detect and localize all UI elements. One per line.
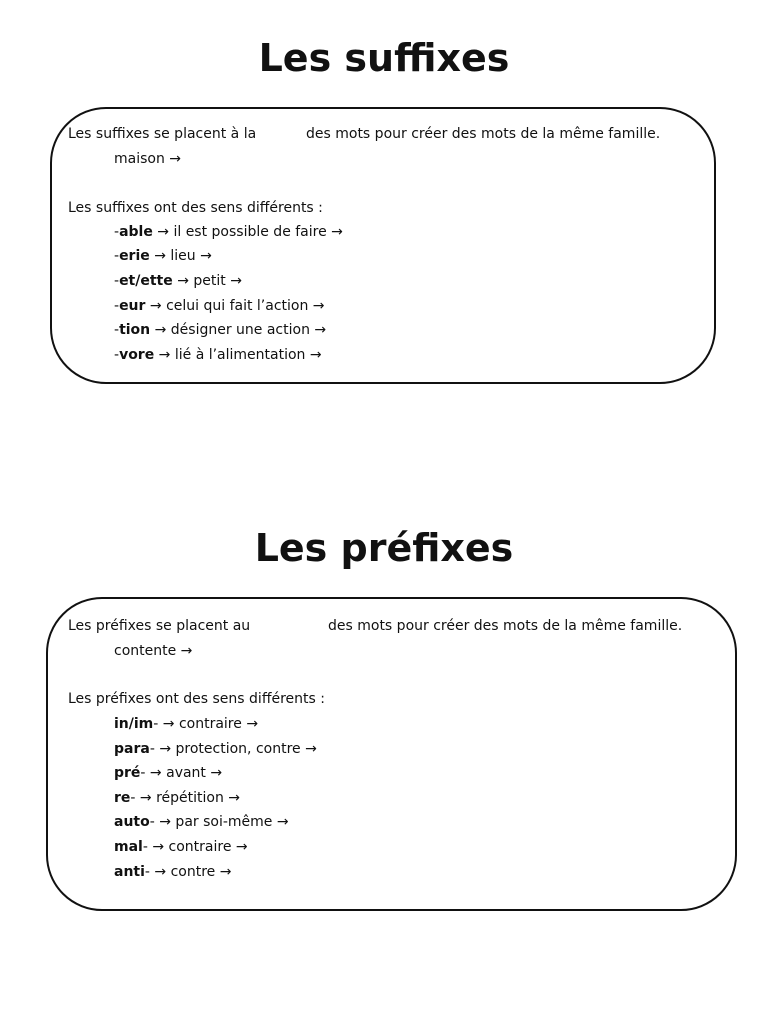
suffix-dash: - bbox=[114, 347, 120, 363]
prefix-item-mal bbox=[114, 838, 248, 856]
suffix-dash: - bbox=[114, 322, 120, 338]
suffix-affix: able bbox=[119, 224, 153, 240]
prefix-affix: mal bbox=[114, 839, 143, 855]
suffix-meaning: → petit → bbox=[172, 273, 242, 289]
suffix-meaning: → lieu → bbox=[149, 248, 212, 264]
prefix-item-auto bbox=[114, 813, 289, 831]
suffix-meaning: → lié à l’alimentation → bbox=[154, 347, 322, 363]
suffix-affix: vore bbox=[119, 347, 155, 363]
prefix-meaning: → par soi-même → bbox=[154, 814, 289, 830]
prefix-item-para bbox=[114, 740, 317, 758]
suffixes-title: Les suffixes bbox=[258, 36, 510, 80]
suffix-affix: tion bbox=[119, 322, 151, 338]
suffix-affix: et/ette bbox=[119, 273, 173, 289]
prefix-affix: auto bbox=[114, 814, 150, 830]
prefixes-senses-heading: Les préfixes ont des sens différents : bbox=[68, 691, 325, 707]
suffix-meaning: → désigner une action → bbox=[150, 322, 327, 338]
prefix-meaning: → contraire → bbox=[147, 839, 248, 855]
suffix-dash: - bbox=[114, 224, 120, 240]
suffix-item-vore bbox=[114, 346, 322, 364]
suffixes-box bbox=[50, 107, 716, 384]
prefix-dash: - bbox=[144, 864, 150, 880]
prefix-item-pre bbox=[114, 764, 222, 782]
prefix-affix: anti bbox=[114, 864, 145, 880]
prefix-affix: pré bbox=[114, 765, 141, 781]
suffix-item-able bbox=[114, 223, 343, 241]
suffix-item-eur bbox=[114, 297, 325, 315]
prefix-meaning: → protection, contre → bbox=[154, 741, 317, 757]
prefix-dash: - bbox=[149, 741, 155, 757]
prefix-meaning: → avant → bbox=[145, 765, 223, 781]
prefix-dash: - bbox=[140, 765, 146, 781]
prefix-dash: - bbox=[142, 839, 148, 855]
suffix-item-tion bbox=[114, 321, 326, 339]
prefix-item-anti bbox=[114, 863, 231, 881]
prefixes-intro-part2: des mots pour créer des mots de la même famille. bbox=[328, 618, 683, 634]
prefix-meaning: → contraire → bbox=[158, 716, 259, 732]
prefix-dash: - bbox=[153, 716, 159, 732]
suffix-affix: eur bbox=[119, 298, 146, 314]
suffix-item-et-ette bbox=[114, 272, 242, 290]
prefix-meaning: → contre → bbox=[149, 864, 232, 880]
prefixes-title: Les préfixes bbox=[254, 526, 514, 570]
suffixes-example: maison → bbox=[114, 151, 182, 167]
suffixes-intro-part1: Les suffixes se placent à la bbox=[68, 126, 257, 142]
suffix-affix: erie bbox=[119, 248, 150, 264]
suffix-meaning: → il est possible de faire → bbox=[152, 224, 343, 240]
suffixes-intro-part2: des mots pour créer des mots de la même famille. bbox=[306, 126, 661, 142]
prefix-affix: para bbox=[114, 741, 150, 757]
suffix-dash: - bbox=[114, 298, 120, 314]
prefix-affix: in/im bbox=[114, 716, 154, 732]
prefix-item-re bbox=[114, 789, 240, 807]
suffix-meaning: → celui qui fait l’action → bbox=[145, 298, 325, 314]
prefix-item-in-im bbox=[114, 715, 258, 733]
prefix-dash: - bbox=[130, 790, 136, 806]
suffix-dash: - bbox=[114, 248, 120, 264]
prefixes-example: contente → bbox=[114, 643, 193, 659]
prefix-meaning: → répétition → bbox=[135, 790, 241, 806]
prefix-affix: re bbox=[114, 790, 131, 806]
suffix-item-erie bbox=[114, 247, 212, 265]
prefixes-intro-part1: Les préfixes se placent au bbox=[68, 618, 251, 634]
suffixes-senses-heading: Les suffixes ont des sens différents : bbox=[68, 200, 323, 216]
suffix-dash: - bbox=[114, 273, 120, 289]
prefix-dash: - bbox=[149, 814, 155, 830]
